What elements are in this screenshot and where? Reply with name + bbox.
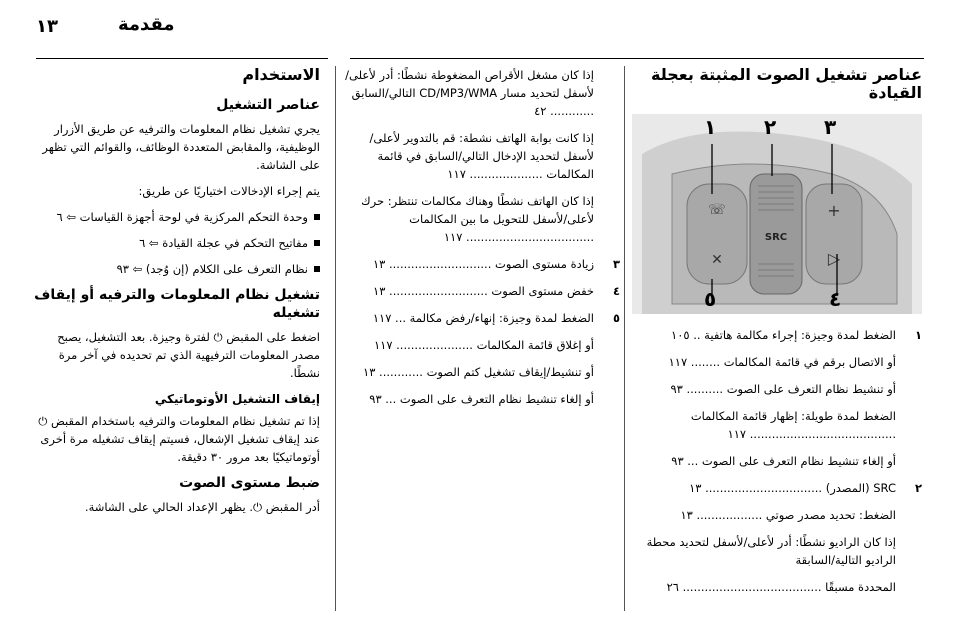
- list-item: [632, 578, 922, 596]
- bullet-square-icon: [314, 240, 320, 246]
- svg-text:✕: ✕: [711, 252, 723, 268]
- callout-4: ٤: [829, 287, 842, 311]
- item-text: إذا كان الراديو نشطًا: أدر لأعلى/لأسفل لتحديد محطة الراديو التالية/السابقة: [646, 535, 896, 567]
- item-number: ٥: [612, 311, 620, 325]
- steering-wheel-figure: [632, 114, 922, 314]
- callout-5: ٥: [704, 287, 717, 311]
- paragraph: إذا تم تشغيل نظام المعلومات والترفيه باستخدام المقبض ⏻ عند إيقاف تشغيل الإشعال، فسيتم إيقاف تشغيله مرة أخرى أوتوماتيكيًا بعد مرور ٣٠ دقيقة.: [38, 414, 320, 464]
- bullet-item: [34, 260, 320, 278]
- item-number: ٢: [914, 481, 922, 495]
- src-button-label: SRC: [764, 232, 788, 243]
- header-rule-right: [350, 58, 924, 59]
- list-item: [632, 533, 922, 569]
- item-number: [904, 506, 922, 524]
- section-heading-usage: الاستخدام: [242, 65, 320, 84]
- list-item: [340, 66, 620, 120]
- section-heading-controls: عناصر تشغيل الصوت المثبتة بعجلة القيادة: [651, 65, 922, 102]
- item-number: [602, 66, 620, 120]
- column-divider-left: [335, 66, 336, 611]
- item-number: [904, 533, 922, 569]
- steering-controls-illustration: [632, 114, 922, 314]
- paragraph: يتم إجراء الإدخالات اختياريًا عن طريق:: [138, 184, 320, 198]
- bullet-text: وحدة التحكم المركزية في لوحة أجهزة القياسات ⇦ ٦: [56, 210, 308, 224]
- list-item: [340, 129, 620, 183]
- item-number: [602, 363, 620, 381]
- item-text: الضغط: تحديد مصدر صوتي .................. ١٣: [680, 508, 896, 522]
- bullet-text: مفاتيح التحكم في عجلة القيادة ⇦ ٦: [139, 236, 308, 250]
- item-number: [904, 353, 922, 371]
- item-number: [904, 380, 922, 398]
- list-item: [340, 336, 620, 354]
- item-number: [904, 578, 922, 596]
- item-number: ١: [914, 328, 922, 342]
- list-item: [340, 309, 620, 327]
- subheading-auto-off: إيقاف التشغيل الأوتوماتيكي: [154, 392, 320, 406]
- item-text: أو إلغاء تنشيط نظام التعرف على الصوت ... ٩٣: [369, 392, 594, 406]
- svg-text:+: +: [827, 201, 841, 220]
- page-title: مقدمة: [118, 14, 175, 35]
- item-text: المحددة مسبقًا ...................................... ٢٦: [666, 580, 896, 594]
- svg-text:☏: ☏: [708, 202, 726, 218]
- item-number: [602, 336, 620, 354]
- page-header: [0, 0, 960, 58]
- header-rule-left: [36, 58, 328, 59]
- callout-2: ٢: [764, 115, 777, 139]
- subheading-controls: عناصر التشغيل: [216, 97, 320, 113]
- paragraph: أدر المقبض ⏻. يظهر الإعداد الحالي على الشاشة.: [84, 500, 320, 514]
- bullet-text: نظام التعرف على الكلام (إن وُجد) ⇦ ٩٣: [116, 262, 308, 276]
- bullet-item: [34, 234, 320, 252]
- list-item: [632, 506, 922, 524]
- right-column: [632, 66, 922, 605]
- item-number: [602, 129, 620, 183]
- subheading-power: تشغيل نظام المعلومات والترفيه أو إيقاف تشغيله: [34, 287, 320, 321]
- list-item: [340, 192, 620, 246]
- page-number: ١٣: [36, 16, 58, 37]
- item-text: أو إلغاء تنشيط نظام التعرف على الصوت ... ٩٣: [671, 454, 896, 468]
- bullet-item: [34, 208, 320, 226]
- item-text: أو إغلاق قائمة المكالمات ..................... ١١٧: [373, 338, 594, 352]
- item-text: إذا كان مشغل الأقراص المضغوطة نشطًا: أدر لأعلى/لأسفل لتحديد مسار CD/MP3/WMA التالي/السابق ............ ٤٢: [345, 68, 594, 118]
- paragraph: اضغط على المقبض ⏻ لفترة وجيزة. بعد التشغيل، يصبح مصدر المعلومات الترفيهية الذي تم تحديده في آخر مرة نشطًا.: [57, 330, 320, 380]
- list-item: [632, 479, 922, 497]
- item-text: أو الاتصال برقم في قائمة المكالمات ........ ١١٧: [668, 355, 896, 369]
- item-number: ٤: [612, 284, 620, 298]
- list-item: [632, 326, 922, 344]
- list-item: [632, 452, 922, 470]
- list-item: [340, 255, 620, 273]
- item-text: إذا كانت بوابة الهاتف نشطة: قم بالتدوير لأعلى/لأسفل لتحديد الإدخال التالي/السابق في قائمة المكالمات .................... ١١٧: [369, 131, 594, 181]
- controls-list: [632, 326, 922, 596]
- item-text: SRC (المصدر) ................................ ١٣: [689, 481, 896, 495]
- item-number: [602, 192, 620, 246]
- bullet-square-icon: [314, 214, 320, 220]
- subheading-volume: ضبط مستوى الصوت: [179, 475, 320, 491]
- list-item: [632, 380, 922, 398]
- paragraph: يجري تشغيل نظام المعلومات والترفيه عن طريق الأزرار الوظيفية، والمقابض المتعددة الوظائف، والقوائم التي تظهر على الشاشة.: [42, 122, 320, 172]
- item-number: [904, 452, 922, 470]
- list-item: [340, 390, 620, 408]
- item-text: الضغط لمدة وجيزة: إنهاء/رفض مكالمة ... ١١٧: [372, 311, 594, 325]
- item-number: [904, 407, 922, 443]
- item-text: أو تنشيط/إيقاف تشغيل كتم الصوت ............ ١٣: [363, 365, 594, 379]
- item-text: زيادة مستوى الصوت ............................ ١٣: [372, 257, 594, 271]
- item-number: [602, 390, 620, 408]
- middle-column: [340, 66, 620, 417]
- item-number: ٣: [612, 257, 620, 271]
- list-item: [632, 353, 922, 371]
- left-column: [34, 66, 320, 524]
- item-text: الضغط لمدة طويلة: إظهار قائمة المكالمات ........................................ ١١٧: [690, 409, 896, 441]
- item-text: خفض مستوى الصوت ........................... ١٣: [373, 284, 594, 298]
- list-item: [340, 363, 620, 381]
- callout-3: ٣: [824, 115, 837, 139]
- svg-text:▷: ▷: [827, 249, 841, 268]
- item-text: الضغط لمدة وجيزة: إجراء مكالمة هاتفية .. ١٠٥: [671, 328, 896, 342]
- callout-1: ١: [704, 115, 717, 139]
- column-divider-right: [624, 66, 625, 611]
- item-text: إذا كان الهاتف نشطًا وهناك مكالمات تنتظر: حرك لأعلى/لأسفل للتحويل ما بين المكالمات ................................... ١١٧: [361, 194, 594, 244]
- list-item: [632, 407, 922, 443]
- list-item: [340, 282, 620, 300]
- item-text: أو تنشيط نظام التعرف على الصوت .......... ٩٣: [670, 382, 896, 396]
- bullet-square-icon: [314, 266, 320, 272]
